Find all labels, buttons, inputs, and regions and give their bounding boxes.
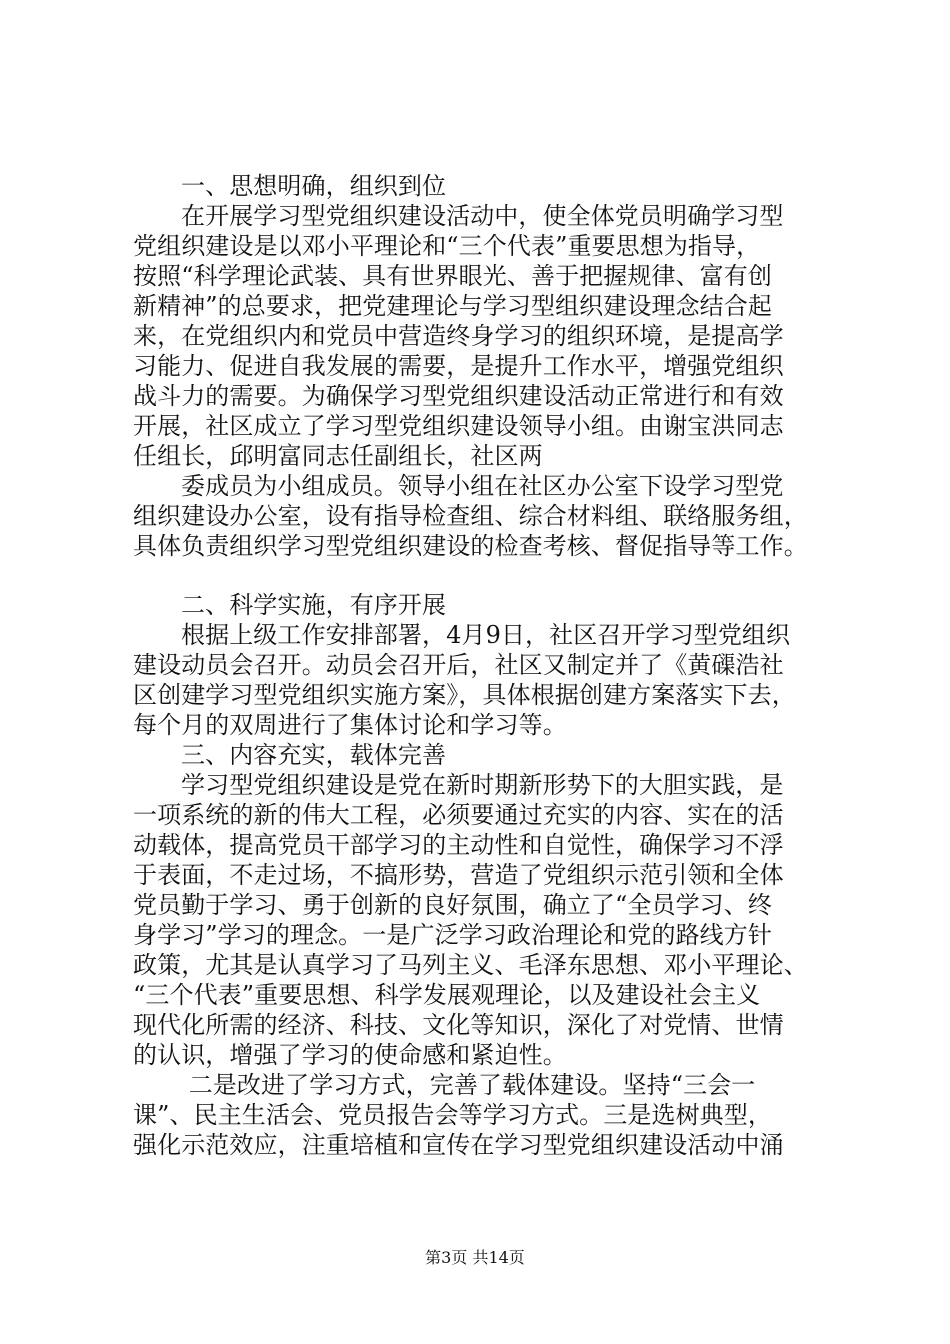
paragraph-line: 具体负责组织学习型党组织建设的检查考核、督促指导等工作。: [133, 532, 808, 560]
paragraph-line: 党员勤于学习、勇于创新的良好氛围，确立了“全员学习、终: [133, 891, 772, 919]
paragraph-line: 区创建学习型党组织实施方案》，具体根据创建方案落实下去，: [133, 681, 796, 709]
paragraph-line: 开展，社区成立了学习型党组织建设领导小组。由谢宝洪同志: [133, 412, 784, 440]
page-number-footer: 第3页 共14页: [425, 1248, 525, 1267]
paragraph-gap: [133, 561, 829, 590]
paragraph-line: 政策，尤其是认真学习了马列主义、毛泽东思想、邓小平理论、: [133, 951, 808, 979]
paragraph-line: 任组长，邱明富同志任副组长，社区两: [133, 442, 543, 470]
paragraph-line: 建设动员会召开。动员会召开后，社区又制定并了《黄磲浩社: [133, 651, 784, 679]
paragraph-line: 身学习”学习的理念。一是广泛学习政治理论和党的路线方针: [133, 921, 772, 949]
section-heading: 三、内容充实，载体完善: [181, 741, 447, 769]
paragraph-line: 二是改进了学习方式，完善了载体建设。坚持“三会一: [181, 1071, 756, 1099]
paragraph-line: 根据上级工作安排部署，4月9日，社区召开学习型党组织: [181, 621, 791, 649]
section-heading: 一、思想明确，组织到位: [181, 172, 447, 200]
paragraph-line: 一项系统的新的伟大工程，必须要通过充实的内容、实在的活: [133, 801, 784, 829]
paragraph-line: 新精神”的总要求，把党建理论与学习型组织建设理念结合起: [133, 292, 772, 320]
paragraph-line: 课”、民主生活会、党员报告会等学习方式。三是选树典型，: [133, 1101, 772, 1129]
paragraph-line: 在开展学习型党组织建设活动中，使全体党员明确学习型: [181, 202, 784, 230]
paragraph-line: 党组织建设是以邓小平理论和“三个代表”重要思想为指导，: [133, 232, 761, 260]
paragraph-line: 每个月的双周进行了集体讨论和学习等。: [133, 711, 567, 739]
paragraph-line: 现代化所需的经济、科技、文化等知识，深化了对党情、世情: [133, 1011, 784, 1039]
paragraph-line: 组织建设办公室，设有指导检查组、综合材料组、联络服务组，: [133, 502, 808, 530]
paragraph-line: 于表面，不走过场，不搞形势，营造了党组织示范引领和全体: [133, 861, 784, 889]
paragraph-line: 委成员为小组成员。领导小组在社区办公室下设学习型党: [181, 472, 784, 500]
paragraph-line: 战斗力的需要。为确保学习型党组织建设活动正常进行和有效: [133, 382, 784, 410]
paragraph-line: “三个代表”重要思想、科学发展观理论，以及建设社会主义: [133, 981, 761, 1009]
paragraph-line: 按照“科学理论武装、具有世界眼光、善于把握规律、富有创: [133, 262, 772, 290]
paragraph-line: 强化示范效应，注重培植和宣传在学习型党组织建设活动中涌: [133, 1131, 784, 1159]
paragraph-line: 来，在党组织内和党员中营造终身学习的组织环境，是提高学: [133, 322, 784, 350]
paragraph-line: 学习型党组织建设是党在新时期新形势下的大胆实践，是: [181, 771, 784, 799]
document-body: [133, 171, 829, 1160]
section-heading: 二、科学实施，有序开展: [181, 591, 447, 619]
paragraph-line: 习能力、促进自我发展的需要，是提升工作水平，增强党组织: [133, 352, 784, 380]
paragraph-line: 动载体，提高党员干部学习的主动性和自觉性，确保学习不浮: [133, 831, 784, 859]
paragraph-line: 的认识，增强了学习的使命感和紧迫性。: [133, 1041, 567, 1069]
